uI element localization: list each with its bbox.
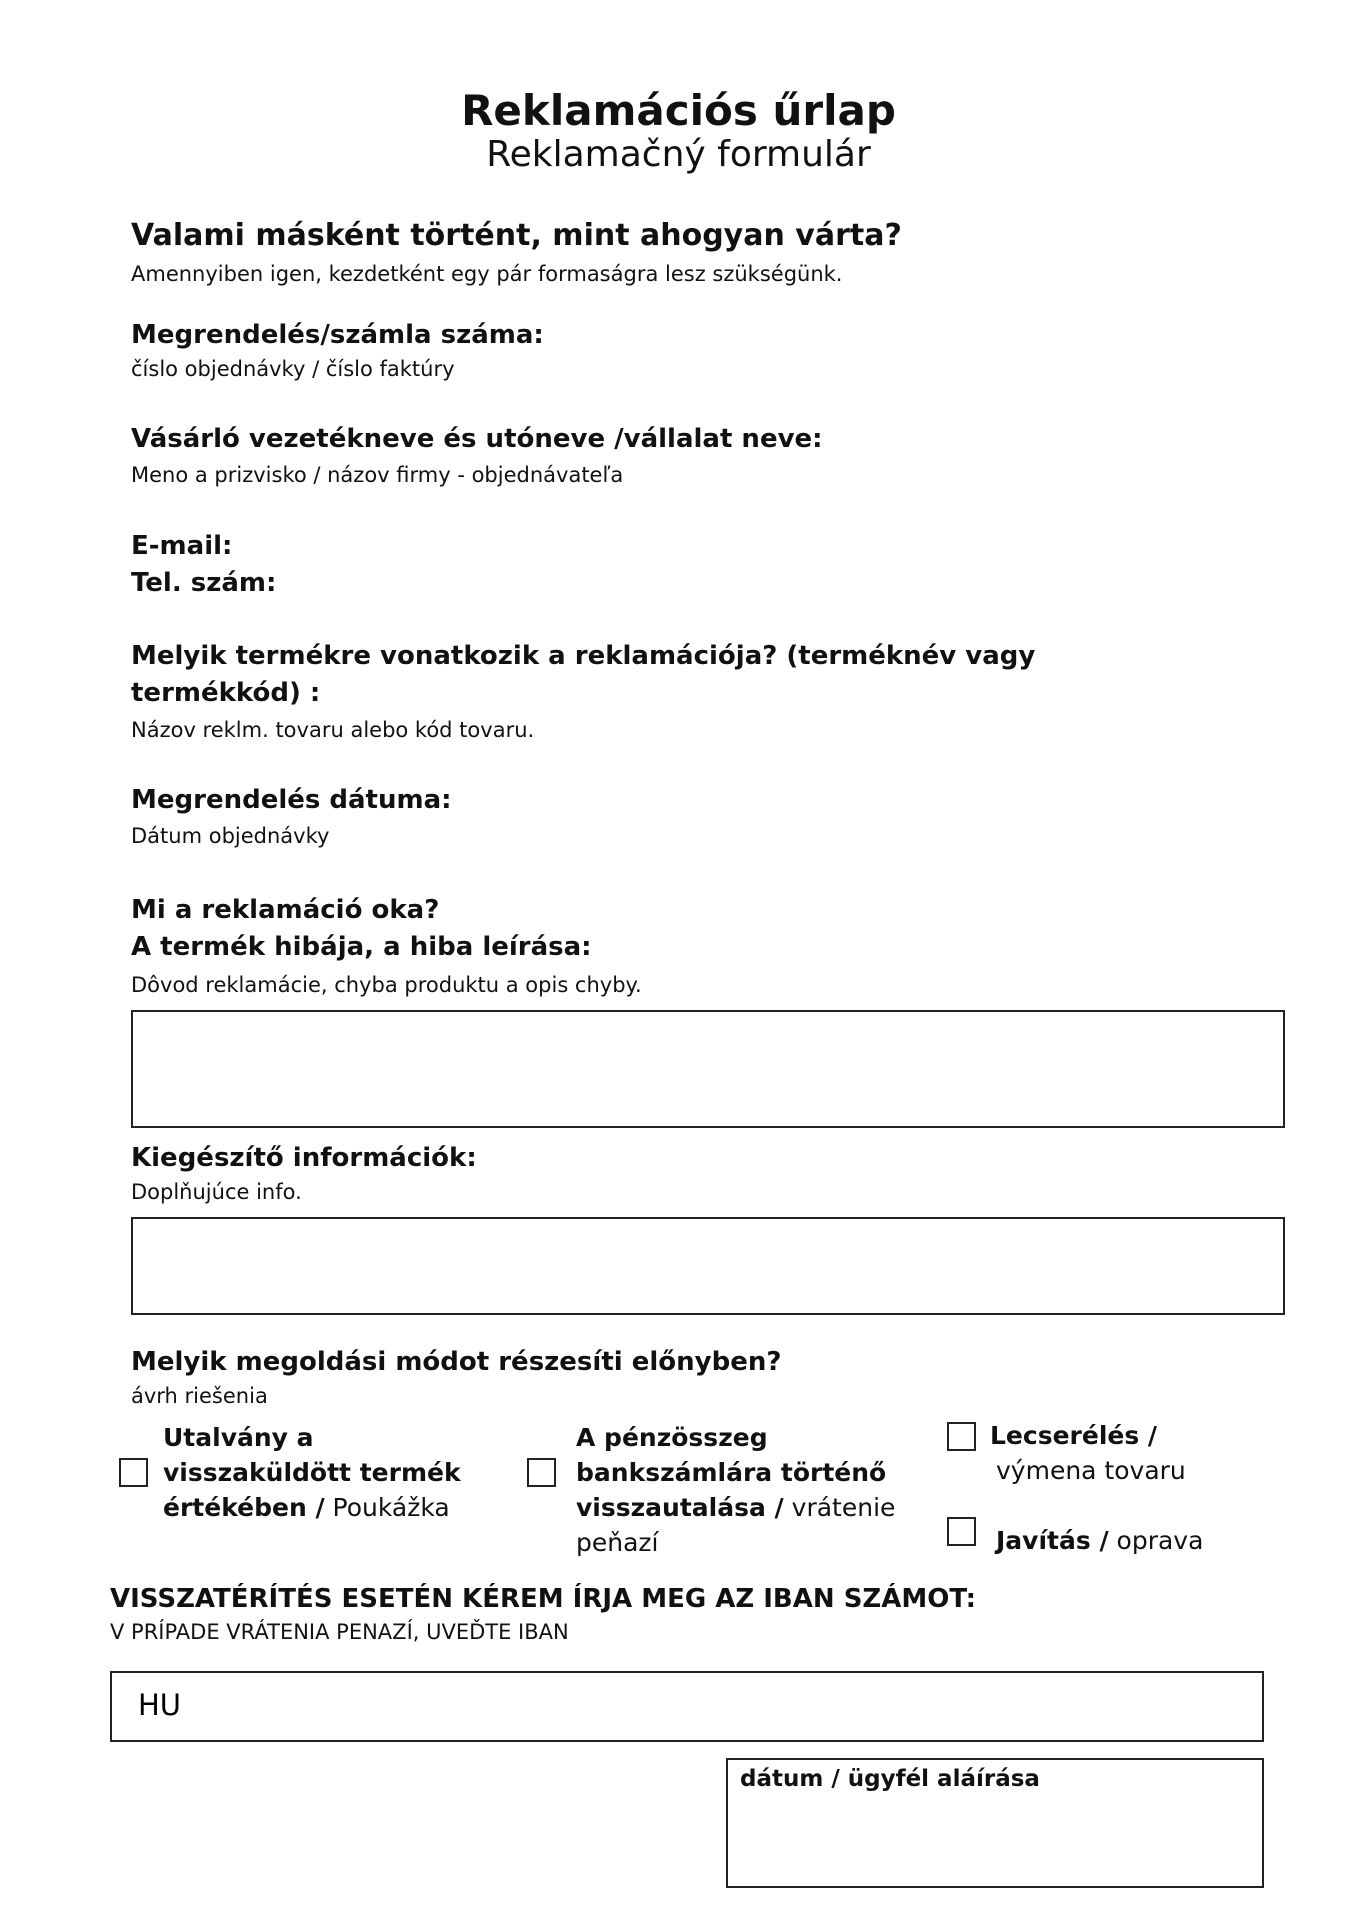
iban-sublabel: V PRÍPADE VRÁTENIA PENAZÍ, UVEĎTE IBAN (110, 1620, 569, 1644)
extra-info-sublabel: Doplňujúce info. (131, 1180, 302, 1204)
exchange-checkbox[interactable] (947, 1422, 976, 1451)
voucher-option-bold: Utalvány a visszaküldött termék értékében / (163, 1423, 461, 1522)
iban-heading: VISSZATÉRÍTÉS ESETÉN KÉREM ÍRJA MEG AZ IBAN SZÁMOT: (110, 1584, 977, 1614)
iban-box (110, 1671, 1264, 1742)
order-number-label: Megrendelés/számla száma: (131, 320, 544, 350)
extra-info-textarea-box (131, 1217, 1285, 1315)
iban-input[interactable] (136, 1687, 1240, 1723)
exchange-option-normal: výmena tovaru (996, 1456, 1186, 1485)
email-label: E-mail: (131, 531, 233, 561)
product-label-line1: Melyik termékre vonatkozik a reklamációja? (terméknév vagy (131, 641, 1036, 671)
order-date-label: Megrendelés dátuma: (131, 785, 452, 815)
order-date-sublabel: Dátum objednávky (131, 824, 330, 848)
refund-option-normal: vrátenie peňazí (576, 1493, 896, 1557)
refund-checkbox[interactable] (527, 1458, 556, 1487)
signature-box[interactable] (726, 1758, 1264, 1888)
refund-option-bold: A pénzösszeg bankszámlára történő visszautalása / (576, 1423, 887, 1522)
repair-option-normal: oprava (1108, 1526, 1204, 1555)
intro-text: Amennyiben igen, kezdetként egy pár formaságra lesz szükségünk. (131, 262, 843, 286)
reason-label-line1: Mi a reklamáció oka? (131, 895, 440, 925)
extra-info-label: Kiegészítő információk: (131, 1143, 477, 1173)
exchange-option-label (990, 1418, 1250, 1488)
reason-textarea-box (131, 1010, 1285, 1128)
refund-option-label (576, 1420, 896, 1560)
reason-sublabel: Dôvod reklamácie, chyba produktu a opis chyby. (131, 973, 642, 997)
extra-info-textarea[interactable] (133, 1219, 1283, 1313)
page-subtitle: Reklamačný formulár (486, 134, 871, 175)
repair-option-label (996, 1523, 1256, 1558)
solution-sublabel: ávrh riešenia (131, 1384, 268, 1408)
voucher-checkbox[interactable] (119, 1458, 148, 1487)
voucher-option-normal: Poukážka (324, 1493, 450, 1522)
customer-name-sublabel: Meno a prizvisko / názov firmy - objednávateľa (131, 463, 624, 487)
reason-label-line2: A termék hibája, a hiba leírása: (131, 932, 592, 962)
order-number-sublabel: číslo objednávky / číslo faktúry (131, 357, 455, 381)
intro-heading: Valami másként történt, mint ahogyan várta? (131, 218, 902, 253)
customer-name-label: Vásárló vezetékneve és utóneve /vállalat neve: (131, 424, 823, 454)
phone-label: Tel. szám: (131, 568, 277, 598)
product-sublabel: Názov reklm. tovaru alebo kód tovaru. (131, 718, 535, 742)
reason-textarea[interactable] (133, 1012, 1283, 1126)
voucher-option-label (163, 1420, 503, 1525)
solution-heading: Melyik megoldási módot részesíti előnyben? (131, 1347, 782, 1377)
repair-checkbox[interactable] (947, 1517, 976, 1546)
signature-label: dátum / ügyfél aláírása (740, 1766, 1040, 1792)
exchange-option-bold: Lecserélés / (990, 1421, 1158, 1450)
page-title: Reklamációs űrlap (461, 86, 896, 135)
repair-option-bold: Javítás / (996, 1526, 1109, 1555)
product-label-line2: termékkód) : (131, 678, 321, 708)
